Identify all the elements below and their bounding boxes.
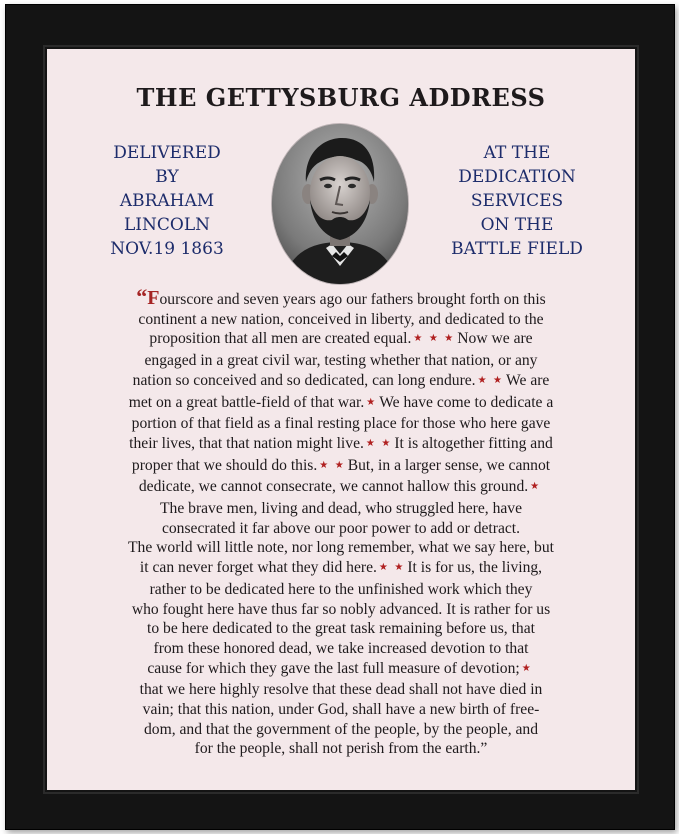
left-caption-line: DELIVERED bbox=[113, 143, 221, 163]
address-line bbox=[67, 329, 615, 351]
address-line-text: proposition that all men are created equal. bbox=[149, 330, 412, 348]
address-line-text: met on a great battle-field of that war. bbox=[128, 393, 365, 411]
right-caption-line: BATTLE FIELD bbox=[451, 239, 583, 259]
left-caption-line: NOV.19 1863 bbox=[110, 239, 224, 259]
address-line bbox=[67, 720, 615, 740]
star-divider-icon: ★ ★ ★ bbox=[413, 333, 456, 345]
address-line-continuation: It is for us, the living, bbox=[407, 559, 543, 577]
address-line-continuation: We are bbox=[506, 371, 550, 389]
address-line bbox=[67, 580, 615, 600]
right-caption-line: SERVICES bbox=[470, 191, 564, 211]
address-line-text: who fought here have thus far so nobly advanced. It is rather for us bbox=[131, 600, 551, 618]
address-line-continuation: It is altogether fitting and bbox=[394, 434, 553, 452]
picture-frame bbox=[5, 4, 675, 830]
address-line bbox=[67, 680, 615, 700]
address-line bbox=[67, 700, 615, 720]
address-line-text: it can never forget what they did here. bbox=[139, 559, 377, 577]
address-text bbox=[67, 284, 615, 759]
address-line-text: engaged in a great civil war, testing whether that nation, or any bbox=[144, 352, 538, 370]
left-caption-line: ABRAHAM bbox=[119, 191, 215, 211]
address-line-text: their lives, that that nation might live. bbox=[129, 434, 364, 452]
address-line-text: ourscore and seven years ago our fathers brought forth on this bbox=[159, 291, 546, 308]
address-line-text: continent a new nation, conceived in liberty, and dedicated to the bbox=[138, 310, 544, 328]
star-divider-icon: ★ ★ bbox=[378, 562, 406, 574]
star-divider-icon: ★ ★ bbox=[319, 459, 346, 471]
left-caption bbox=[77, 141, 257, 261]
address-line-continuation: But, in a larger sense, we cannot bbox=[347, 456, 551, 474]
address-line-text: rather to be dedicated here to the unfinished work which they bbox=[149, 580, 533, 598]
address-line bbox=[67, 477, 615, 499]
address-line-text: to be here dedicated to the great task remaining before us, that bbox=[147, 620, 535, 638]
star-divider-icon: ★ bbox=[521, 662, 533, 674]
address-line-continuation: We have come to dedicate a bbox=[379, 393, 554, 411]
address-line bbox=[67, 393, 615, 415]
address-line-text: cause for which they gave the last full measure of devotion; bbox=[147, 659, 520, 677]
right-caption-line: ON THE bbox=[480, 215, 554, 235]
address-line-text: The brave men, living and dead, who struggled here, have bbox=[160, 500, 522, 518]
address-line bbox=[67, 371, 615, 393]
address-line bbox=[67, 600, 615, 620]
address-line bbox=[67, 414, 615, 434]
portrait-illustration bbox=[272, 124, 408, 284]
lincoln-portrait bbox=[272, 124, 408, 284]
address-line bbox=[67, 659, 615, 681]
star-divider-icon: ★ bbox=[366, 396, 378, 408]
address-line bbox=[67, 639, 615, 659]
address-line-text: dom, and that the government of the people, by the people, and bbox=[143, 720, 539, 738]
address-line-continuation: Now we are bbox=[457, 330, 533, 348]
address-line bbox=[67, 434, 615, 456]
address-line bbox=[67, 284, 615, 310]
address-line-text: for the people, shall not perish from the earth.” bbox=[194, 740, 488, 758]
address-line-text: proper that we should do this. bbox=[131, 456, 318, 474]
left-caption-line: LINCOLN bbox=[124, 215, 210, 235]
address-line bbox=[67, 499, 615, 519]
address-line bbox=[67, 538, 615, 558]
address-line-text: dedicate, we cannot consecrate, we cannot hallow this ground. bbox=[138, 478, 529, 496]
address-line bbox=[67, 739, 615, 759]
address-line bbox=[67, 619, 615, 639]
address-line-text: vain; that this nation, under God, shall have a new birth of free- bbox=[142, 701, 540, 719]
right-caption-line: DEDICATION bbox=[458, 167, 576, 187]
left-caption-line: BY bbox=[155, 167, 179, 187]
right-caption-line: AT THE bbox=[483, 143, 551, 163]
address-line bbox=[67, 519, 615, 539]
address-line-text: from these honored dead, we take increased devotion to that bbox=[153, 639, 529, 657]
star-divider-icon: ★ bbox=[530, 481, 542, 493]
address-line bbox=[67, 558, 615, 580]
print-title: THE GETTYSBURG ADDRESS bbox=[136, 83, 546, 112]
address-line-text: consecrated it far above our poor power to add or detract. bbox=[161, 519, 521, 537]
star-divider-icon: ★ ★ bbox=[477, 374, 505, 386]
address-line bbox=[67, 351, 615, 371]
right-caption bbox=[427, 141, 607, 261]
star-divider-icon: ★ ★ bbox=[365, 437, 393, 449]
address-line bbox=[67, 456, 615, 478]
address-line-text: portion of that field as a final resting place for those who here gave bbox=[131, 415, 551, 433]
dropcap-letter: F bbox=[147, 287, 160, 309]
address-line-text: nation so conceived and so dedicated, can long endure. bbox=[132, 371, 476, 389]
print-mat bbox=[47, 49, 635, 790]
address-line bbox=[67, 310, 615, 330]
opening-quote-mark: “ bbox=[136, 284, 148, 309]
address-line-text: that we here highly resolve that these dead shall not have died in bbox=[139, 681, 543, 699]
address-line-text: The world will little note, nor long remember, what we say here, but bbox=[128, 539, 554, 557]
